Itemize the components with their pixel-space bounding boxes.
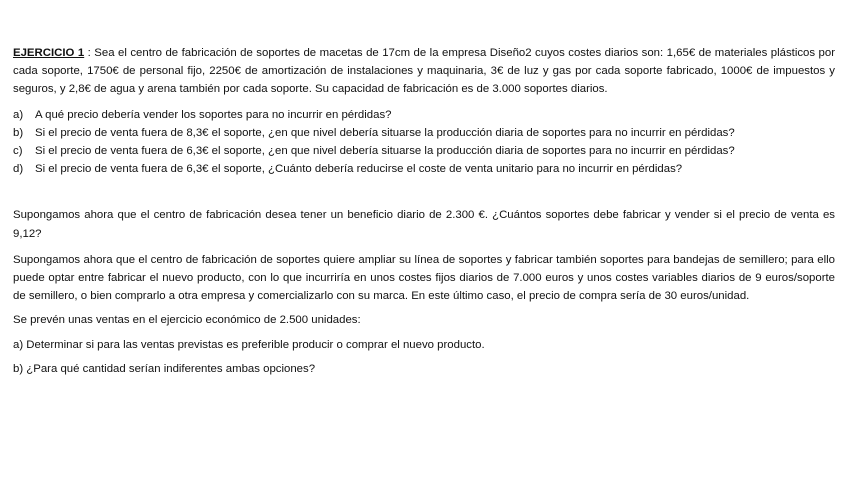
exercise-title: EJERCICIO 1	[13, 47, 85, 59]
question-item	[13, 106, 835, 124]
question-label: a)	[13, 108, 24, 121]
question-text: Si el precio de venta fuera de 6,3€ el soporte, ¿en que nivel debería situarse la producción diaria de soportes para no incurrir en pérdidas?	[35, 145, 735, 158]
document-page	[13, 44, 835, 378]
question-text: Si el precio de venta fuera de 8,3€ el soporte, ¿en que nivel debería situarse la producción diaria de soportes para no incurrir en pérdidas?	[35, 126, 735, 139]
question-item	[13, 124, 835, 142]
question-text: Si el precio de venta fuera de 6,3€ el soporte, ¿Cuánto debería reducirse el coste de venta unitario para no incurrir en pérdidas?	[35, 163, 683, 176]
question-item	[13, 160, 835, 178]
sales-paragraph: Se prevén unas ventas en el ejercicio económico de 2.500 unidades:	[13, 314, 361, 327]
exercise-intro: : Sea el centro de fabricación de soportes de macetas de 17cm de la empresa Diseño2 cuyos costes diarios son: 1,65€ de materiales plásticos por cada soporte, 1750€ de personal fijo, 2250€ de amortización de instalaciones y maquinaria, 3€ de luz y gas por cada soporte fabricado, 1000€ de impuestos y seguros, y 2,8€ de agua y arena también por cada soporte. Su capacidad de fabricación es de 3.000 soportes diarios.	[13, 47, 835, 96]
exercise-statement	[13, 44, 835, 99]
question-a-paragraph: a) Determinar si para las ventas previstas es preferible producir o comprar el nuevo producto.	[13, 338, 485, 351]
expansion-paragraph: Supongamos ahora que el centro de fabricación de soportes quiere ampliar su línea de soportes y fabricar también soportes para bandejas de semillero; para ello puede optar entre fabricar el nuevo producto, con lo que incurriría en unos costes fijos diarios de 7.000 euros y unos costes variables diarios de 9 euros/soporte de semillero, o bien comprarlo a otra empresa y comercializarlo con su marca. En este último caso, el precio de compra sería de 30 euros/unidad.	[13, 253, 835, 303]
question-label: d)	[13, 163, 24, 176]
question-label: b)	[13, 126, 24, 139]
question-list	[13, 106, 835, 179]
question-label: c)	[13, 145, 23, 158]
profit-paragraph: Supongamos ahora que el centro de fabricación desea tener un beneficio diario de 2.300 €. ¿Cuántos soportes debe fabricar y vender si el precio de venta es 9,12?	[13, 209, 835, 240]
question-text: A qué precio debería vender los soportes para no incurrir en pérdidas?	[35, 108, 392, 121]
question-b-paragraph: b) ¿Para qué cantidad serían indiferentes ambas opciones?	[13, 362, 316, 375]
question-item	[13, 142, 835, 160]
